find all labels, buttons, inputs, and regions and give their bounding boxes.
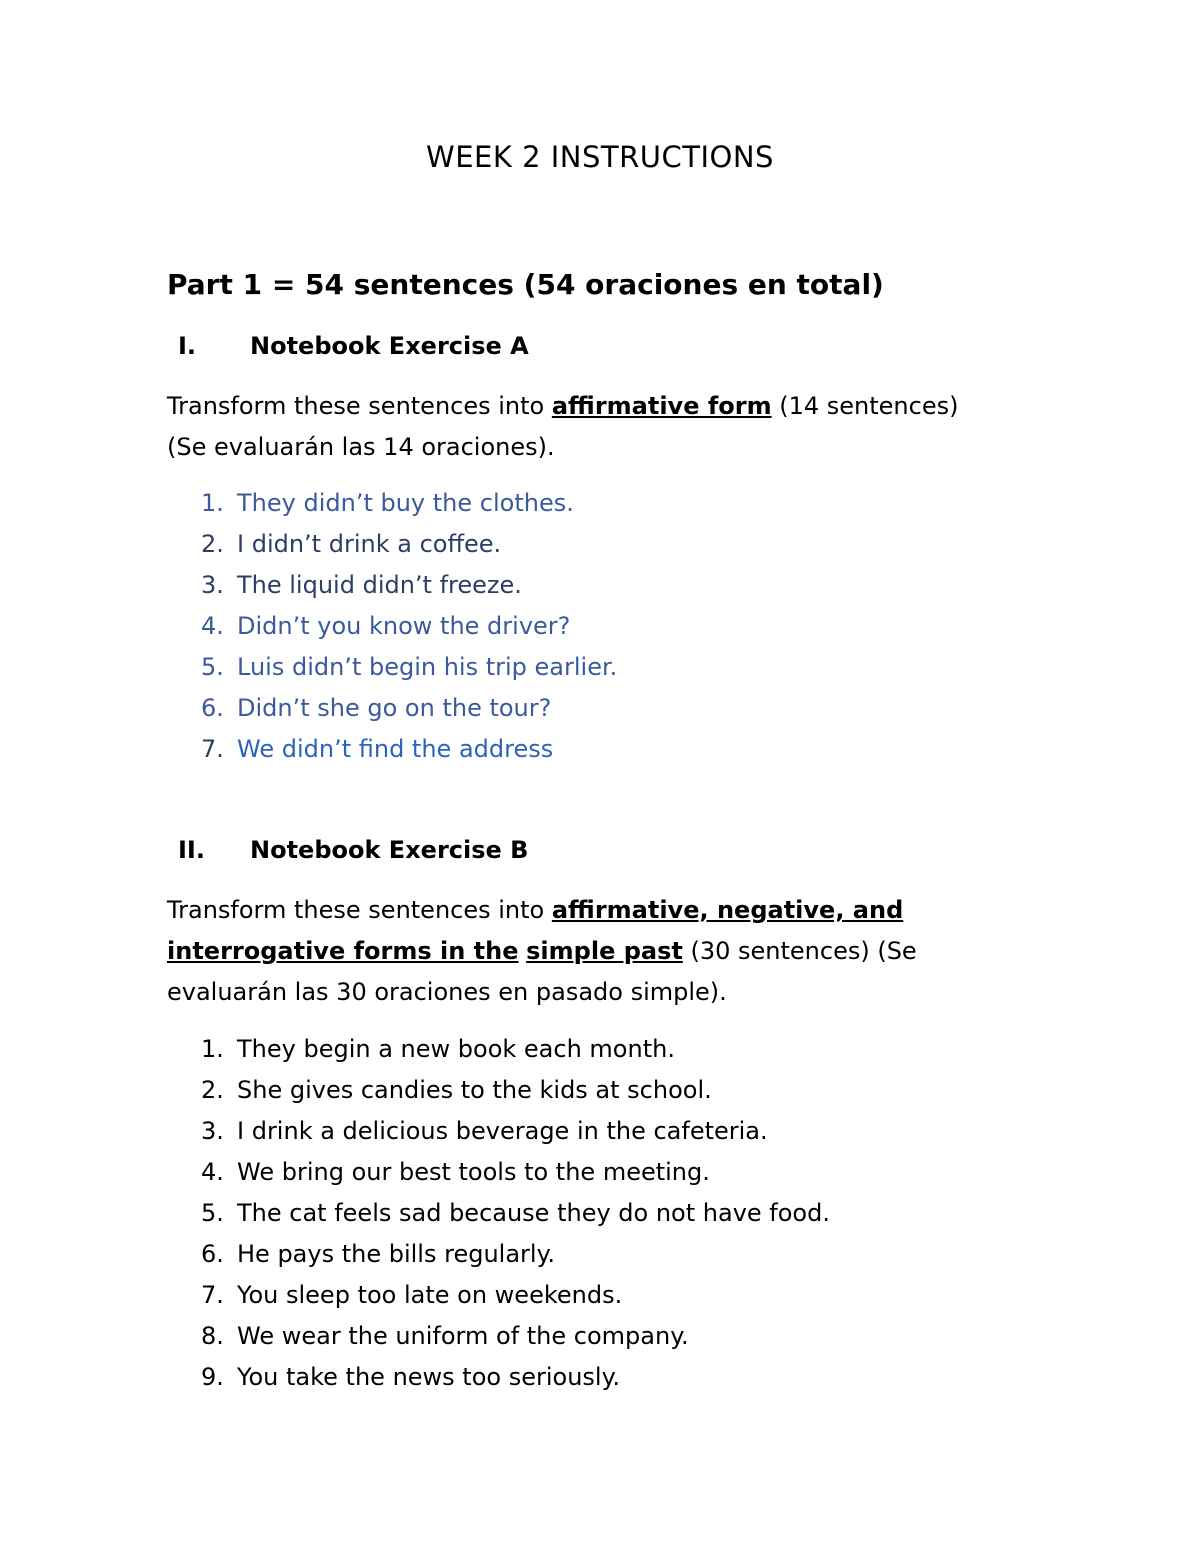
list-item-number: 4. — [201, 1158, 224, 1186]
exercise-b-title: Notebook Exercise B — [250, 836, 529, 864]
list-item-text: Didn’t she go on the tour? — [237, 694, 552, 722]
list-item-text: We bring our best tools to the meeting. — [237, 1158, 710, 1186]
exercise-b-instr-emphasis-2: simple past — [526, 937, 683, 965]
list-item-number: 8. — [201, 1322, 224, 1350]
exercise-b-heading — [178, 836, 528, 864]
list-item-text: He pays the bills regularly. — [237, 1240, 555, 1268]
list-item-text: She gives candies to the kids at school. — [237, 1076, 712, 1104]
list-item — [201, 1316, 830, 1357]
exercise-b-instructions — [167, 890, 1027, 1013]
list-item — [201, 1111, 830, 1152]
list-item-number: 7. — [201, 735, 224, 763]
exercise-a-instr-line2: (Se evaluarán las 14 oraciones). — [167, 433, 555, 461]
exercise-b-list — [201, 1029, 830, 1398]
part-1-heading: Part 1 = 54 sentences (54 oraciones en total) — [167, 268, 884, 301]
list-item-number: 3. — [201, 1117, 224, 1145]
list-item-text: The cat feels sad because they do not have food. — [237, 1199, 830, 1227]
list-item-number: 3. — [201, 571, 224, 599]
list-item — [201, 729, 617, 770]
list-item-number: 7. — [201, 1281, 224, 1309]
list-item — [201, 524, 617, 565]
list-item-number: 5. — [201, 1199, 224, 1227]
list-item-text: I drink a delicious beverage in the cafeteria. — [237, 1117, 768, 1145]
list-item — [201, 1275, 830, 1316]
list-item-text: Luis didn’t begin his trip earlier. — [237, 653, 618, 681]
list-item-text: I didn’t drink a coffee. — [237, 530, 502, 558]
exercise-a-title: Notebook Exercise A — [250, 332, 529, 360]
list-item — [201, 1193, 830, 1234]
exercise-b-instr-post: (30 sentences) (Se evaluarán las 30 oraciones en pasado simple). — [167, 937, 917, 1006]
exercise-b-instr-pre: Transform these sentences into — [167, 896, 552, 924]
list-item-text: We didn’t find the address — [237, 735, 554, 763]
list-item — [201, 647, 617, 688]
exercise-a-instructions — [167, 386, 1027, 468]
list-item-text: The liquid didn’t freeze. — [237, 571, 522, 599]
exercise-a-instr-emphasis: affirmative form — [551, 392, 772, 420]
list-item-number: 2. — [201, 1076, 224, 1104]
list-item — [201, 1357, 830, 1398]
list-item-number: 5. — [201, 653, 224, 681]
exercise-a-heading — [178, 332, 529, 360]
exercise-b-instr-emphasis-1: affirmative, negative, and interrogative forms in the — [167, 896, 904, 965]
list-item-number: 9. — [201, 1363, 224, 1391]
list-item-number: 2. — [201, 530, 224, 558]
list-item — [201, 688, 617, 729]
list-item — [201, 1152, 830, 1193]
list-item-text: We wear the uniform of the company. — [237, 1322, 689, 1350]
exercise-a-instr-post: (14 sentences) — [771, 392, 959, 420]
list-item-text: Didn’t you know the driver? — [237, 612, 571, 640]
list-item — [201, 1070, 830, 1111]
exercise-a-list — [201, 483, 617, 770]
list-item — [201, 606, 617, 647]
list-item — [201, 1029, 830, 1070]
exercise-a-instr-pre: Transform these sentences into — [167, 392, 552, 420]
list-item-number: 6. — [201, 1240, 224, 1268]
list-item-number: 6. — [201, 694, 224, 722]
list-item — [201, 1234, 830, 1275]
exercise-a-numeral: I. — [178, 332, 197, 360]
list-item-number: 1. — [201, 1035, 224, 1063]
exercise-b-numeral: II. — [178, 836, 205, 864]
list-item-text: You take the news too seriously. — [237, 1363, 620, 1391]
list-item-text: They didn’t buy the clothes. — [237, 489, 574, 517]
page-title: WEEK 2 INSTRUCTIONS — [426, 140, 774, 174]
list-item-number: 1. — [201, 489, 224, 517]
list-item-text: You sleep too late on weekends. — [237, 1281, 623, 1309]
list-item-text: They begin a new book each month. — [237, 1035, 675, 1063]
list-item — [201, 483, 617, 524]
list-item-number: 4. — [201, 612, 224, 640]
list-item — [201, 565, 617, 606]
